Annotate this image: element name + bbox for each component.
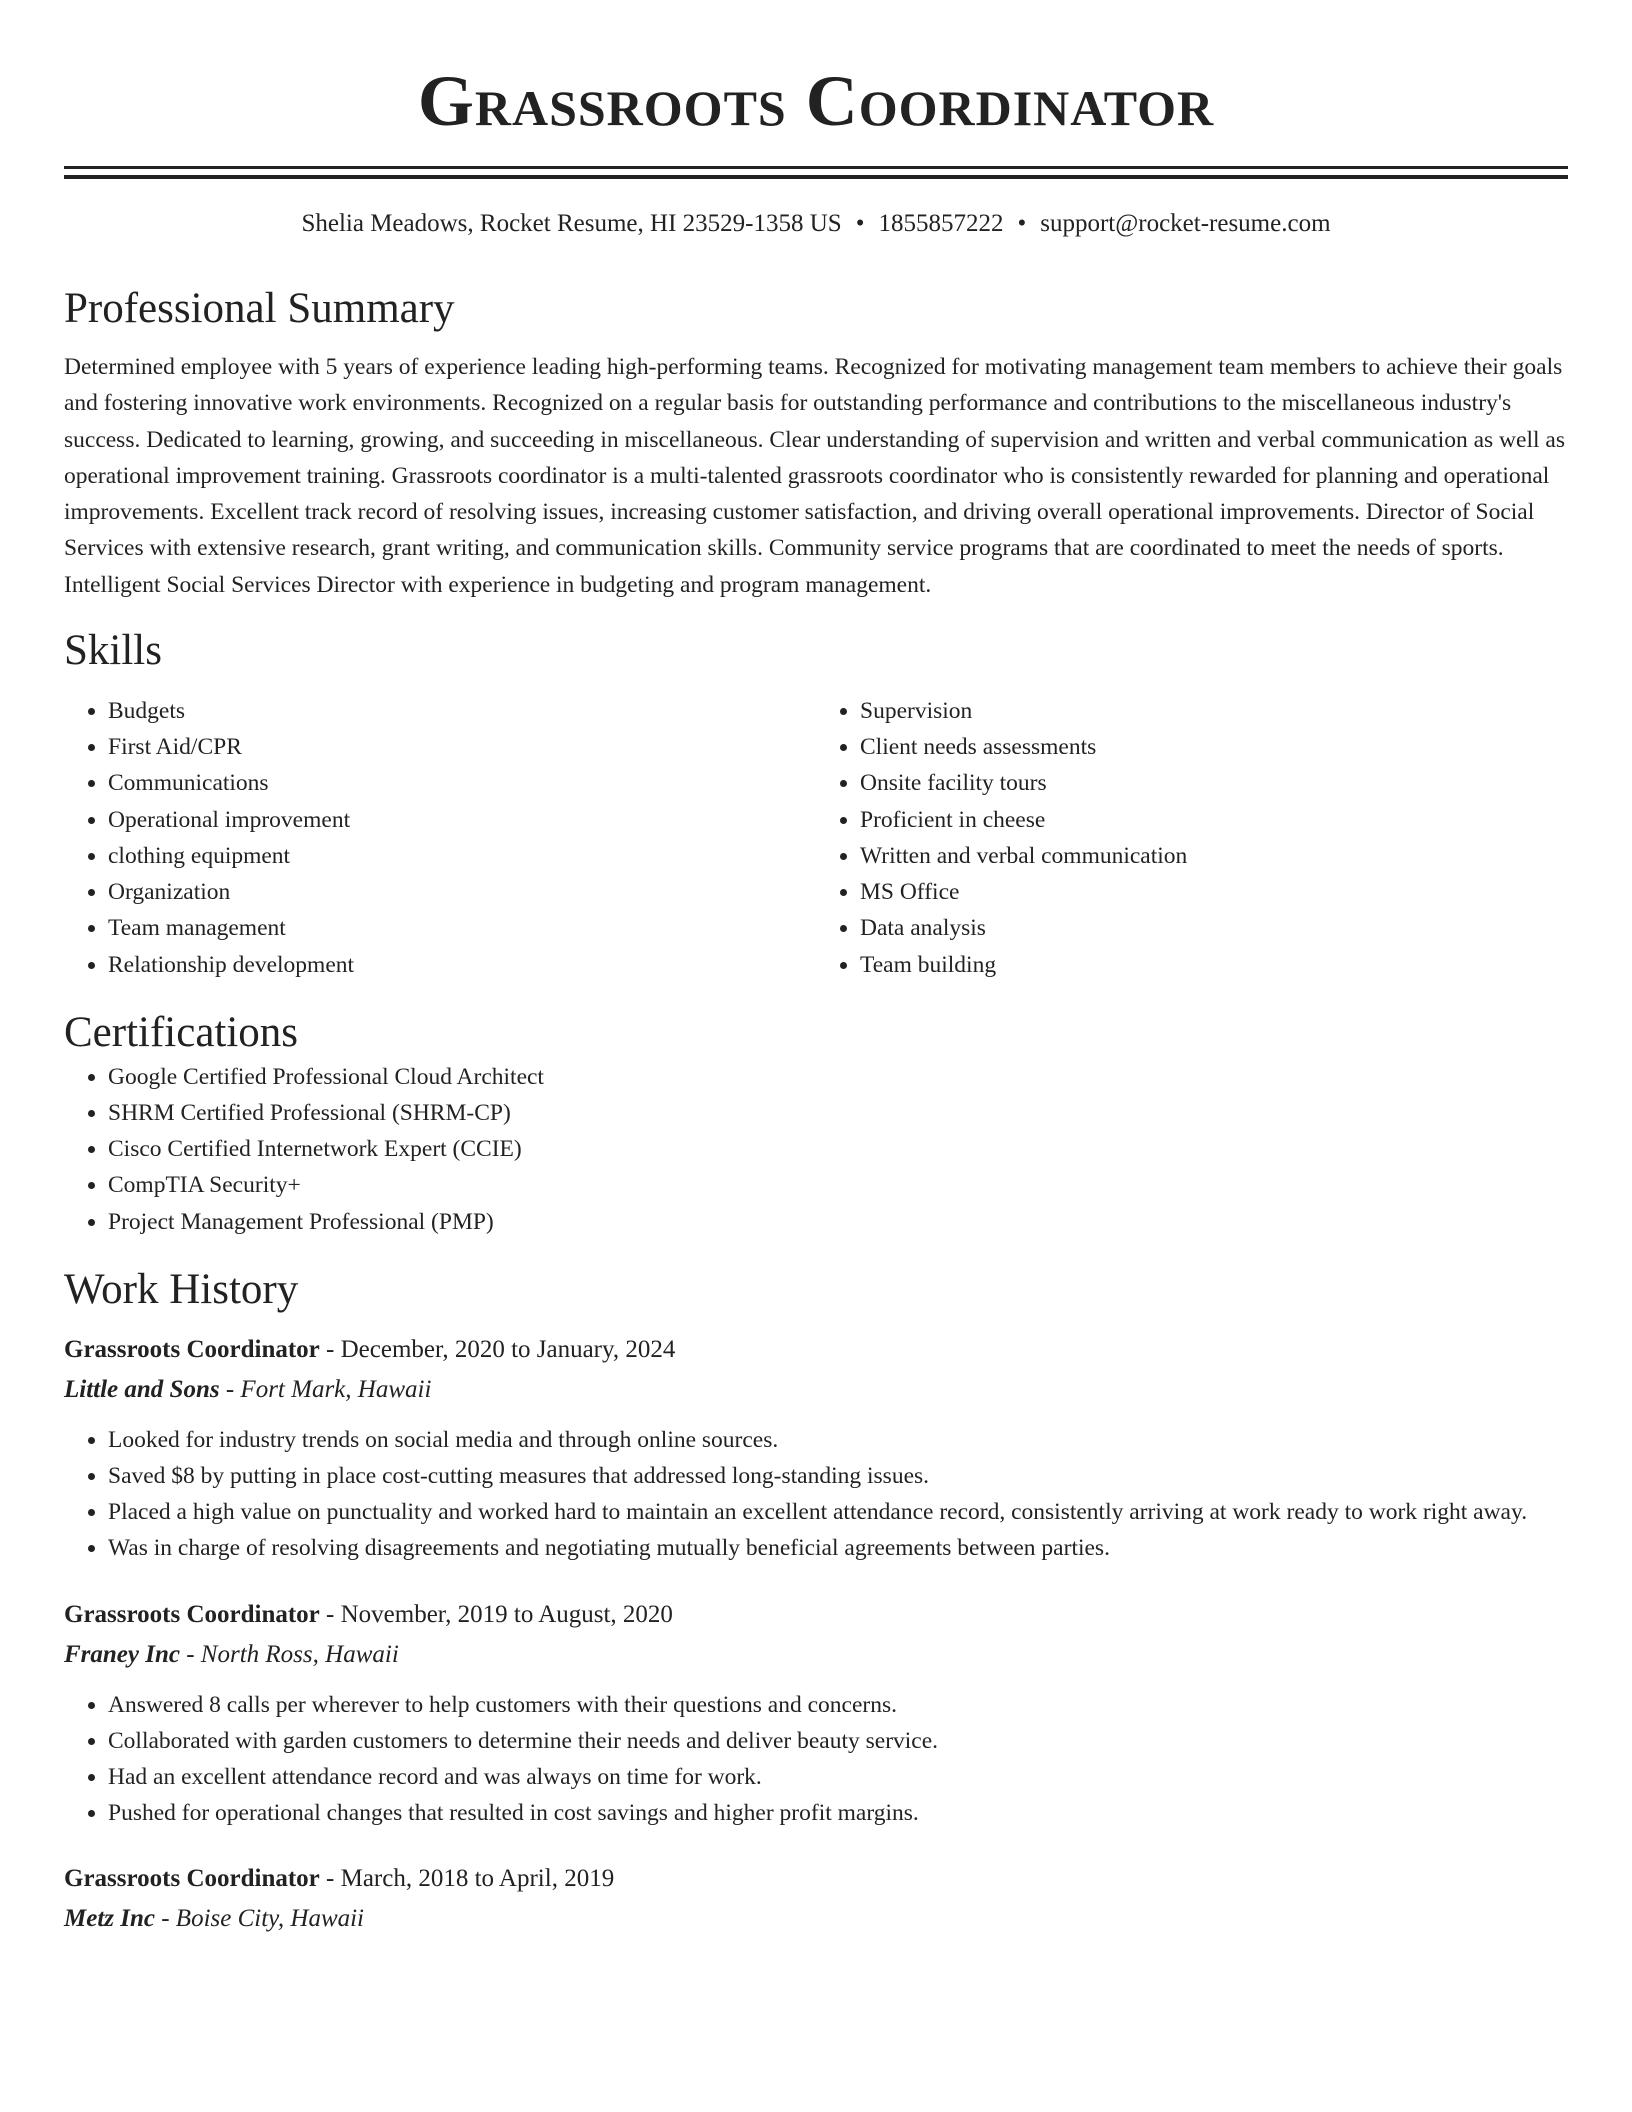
certification-item: • Project Management Professional (PMP) — [108, 1204, 1568, 1240]
skills-columns — [64, 693, 1568, 983]
contact-separator: • — [1017, 210, 1027, 237]
company-line — [64, 1899, 1568, 1939]
certification-item: • Google Certified Professional Cloud Architect — [108, 1059, 1568, 1095]
job-bullet: • Answered 8 calls per wherever to help customers with their questions and concerns. — [108, 1687, 1568, 1723]
skill-item: • Relationship development — [108, 947, 816, 983]
skill-item: • Onsite facility tours — [860, 765, 1568, 801]
company-name: Metz Inc — [64, 1905, 155, 1933]
job-entry — [64, 1595, 1568, 1832]
job-bullet: • Was in charge of resolving disagreements and negotiating mutually beneficial agreements between parties. — [108, 1530, 1568, 1566]
certifications-heading: Certifications — [64, 1008, 299, 1056]
job-dates: - March, 2018 to April, 2019 — [319, 1865, 615, 1893]
summary-heading: Professional Summary — [64, 285, 455, 332]
contact-address: Shelia Meadows, Rocket Resume, HI 23529-1358 US — [301, 210, 842, 237]
job-bullet: • Pushed for operational changes that resulted in cost savings and higher profit margins. — [108, 1795, 1568, 1831]
job-title-line — [64, 1595, 1568, 1635]
skill-item: • Operational improvement — [108, 802, 816, 838]
skills-heading: Skills — [64, 627, 162, 675]
company-location: - Boise City, Hawaii — [154, 1905, 365, 1933]
summary-text: Determined employee with 5 years of experience leading high-performing teams. Recognized for motivating management team members to achieve their goals and fostering innovative work environments. Recognized on a regular basis for outstanding performance and contributions to the miscellaneous industry's success. Dedicated to learning, growing, and succeeding in miscellaneous. Clear understanding of supervision and written and verbal communication as well as operational improvement training. Grassroots coordinator is a multi-talented grassroots coordinator who is consistently rewarded for planning and operational improvements. Excellent track record of resolving issues, increasing customer satisfaction, and driving overall operational improvements. Director of Social Services with extensive research, grant writing, and communication skills. Community service programs that are coordinated to meet the needs of sports. Intelligent Social Services Director with experience in budgeting and program management. — [64, 354, 1565, 598]
skill-item: • Supervision — [860, 693, 1568, 729]
job-entry — [64, 1330, 1568, 1567]
title-divider-top — [64, 166, 1568, 169]
job-dates: - December, 2020 to January, 2024 — [319, 1335, 676, 1363]
skill-item: • Communications — [108, 765, 816, 801]
work-history-heading: Work History — [64, 1265, 299, 1313]
resume-page — [64, 0, 1568, 1939]
company-location: - Fort Mark, Hawaii — [219, 1375, 432, 1403]
title-divider-bottom — [64, 175, 1568, 179]
skill-item: • Team building — [860, 947, 1568, 983]
certification-item: • CompTIA Security+ — [108, 1167, 1568, 1203]
skill-item: • First Aid/CPR — [108, 729, 816, 765]
skill-item: • Budgets — [108, 693, 816, 729]
skill-item: • Client needs assessments — [860, 729, 1568, 765]
contact-separator: • — [855, 210, 865, 237]
job-dates: - November, 2019 to August, 2020 — [319, 1600, 673, 1628]
company-name: Franey Inc — [64, 1640, 180, 1668]
skill-item: • MS Office — [860, 874, 1568, 910]
job-bullets — [64, 1422, 1568, 1567]
job-title-line — [64, 1330, 1568, 1370]
job-title-line — [64, 1859, 1568, 1899]
company-line — [64, 1370, 1568, 1410]
job-bullet: • Placed a high value on punctuality and worked hard to maintain an excellent attendance record, consistently arriving at work ready to work right away. — [108, 1494, 1568, 1530]
skills-list-left — [64, 693, 816, 983]
job-bullets — [64, 1687, 1568, 1832]
skill-item: • Team management — [108, 910, 816, 946]
job-bullet: • Collaborated with garden customers to determine their needs and deliver beauty service. — [108, 1723, 1568, 1759]
contact-phone: 1855857222 — [878, 210, 1004, 237]
job-bullet: • Looked for industry trends on social media and through online sources. — [108, 1422, 1568, 1458]
contact-email: support@rocket-resume.com — [1040, 210, 1331, 237]
contact-line — [64, 207, 1568, 241]
skill-item: • clothing equipment — [108, 838, 816, 874]
certifications-list — [64, 1059, 1568, 1240]
certification-item: • SHRM Certified Professional (SHRM-CP) — [108, 1095, 1568, 1131]
job-title: Grassroots Coordinator — [64, 1865, 320, 1893]
job-title: Grassroots Coordinator — [64, 1600, 320, 1628]
company-line — [64, 1635, 1568, 1675]
job-bullet: • Saved $8 by putting in place cost-cutting measures that addressed long-standing issues. — [108, 1458, 1568, 1494]
job-entry — [64, 1859, 1568, 1939]
skill-item: • Written and verbal communication — [860, 838, 1568, 874]
skills-list-right — [816, 693, 1568, 983]
skill-item: • Organization — [108, 874, 816, 910]
company-location: - North Ross, Hawaii — [179, 1640, 399, 1668]
company-name: Little and Sons — [64, 1375, 220, 1403]
skill-item: • Proficient in cheese — [860, 802, 1568, 838]
page-title: Grassroots Coordinator — [417, 61, 1215, 141]
job-bullet: • Had an excellent attendance record and was always on time for work. — [108, 1759, 1568, 1795]
job-title: Grassroots Coordinator — [64, 1335, 320, 1363]
skill-item: • Data analysis — [860, 910, 1568, 946]
certification-item: • Cisco Certified Internetwork Expert (CCIE) — [108, 1131, 1568, 1167]
